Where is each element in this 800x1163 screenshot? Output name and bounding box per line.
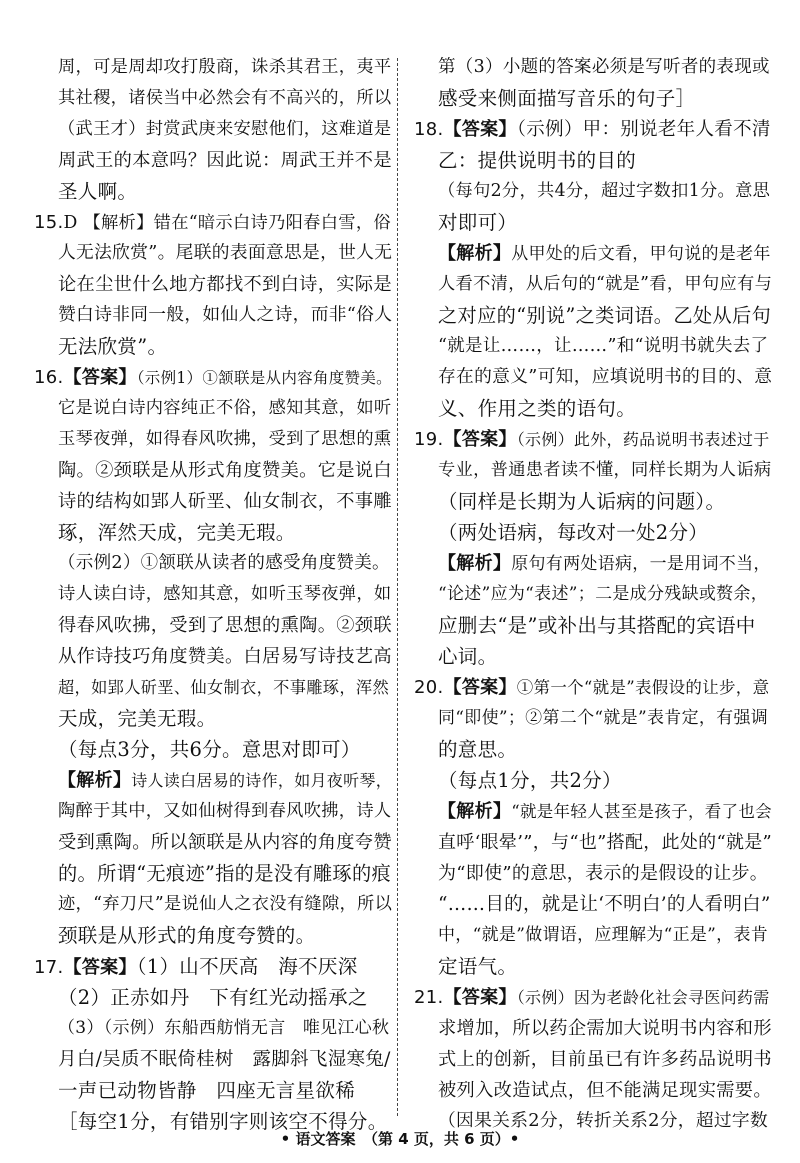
text-line: [34, 300, 392, 331]
line-text: （每句2分，共4分，超过字数扣1分。意思: [438, 181, 771, 201]
line-text: “就是让……，让……”和“说明书就失去了: [438, 336, 769, 356]
line-text: “论述”应为“表述”；二是成分残缺或赘余，: [438, 584, 769, 604]
line-text: 一声已动物皆静 四座无言星欲稀: [58, 1079, 356, 1102]
right-column: [414, 52, 772, 1137]
text-line: [414, 424, 772, 455]
question-number: 16.: [34, 367, 64, 388]
text-line: [34, 362, 392, 393]
line-text: 迹，“弃刀尺”是说仙人之衣没有缝隙，所以: [58, 894, 393, 914]
line-text: （每点3分，共6分。意思对即可）: [58, 738, 361, 761]
line-text: （示例1）①颔联是从内容角度赞美。: [136, 369, 392, 387]
answer-tag: 【答案】: [443, 119, 517, 140]
text-line: [414, 455, 772, 486]
answer-tag: 【解析】: [58, 770, 132, 791]
text-line: [34, 455, 392, 486]
text-line: [414, 238, 772, 269]
question-number: 15.: [34, 212, 64, 233]
line-text: 周武王的本意吗？因此说：周武王并不是: [58, 150, 392, 171]
line-text: 超，如郢人斫垩、仙女制衣，不事雕琢，浑然: [58, 678, 389, 697]
line-text: 玉琴夜弹，如得春风吹拂，受到了思想的熏: [58, 429, 392, 449]
line-text: 中，“就是”做谓语，应理解为“正是”，表肯: [438, 925, 769, 945]
question-number: 18.: [414, 119, 444, 140]
text-line: [414, 951, 772, 982]
line-text: 的。所谓“无痕迹”指的是没有雕琢的痕: [58, 862, 392, 885]
question-number: 17.: [34, 957, 64, 978]
line-text: 原句有两处语病，一是用词不当，: [511, 554, 771, 574]
line-text: 无法欣赏”。: [58, 335, 168, 358]
text-line: [414, 579, 772, 610]
line-text: （两处语病，每改对一处2分）: [438, 521, 709, 544]
line-text: 赞白诗非同一般，如仙人之诗，而非“俗人: [58, 305, 393, 325]
line-text: 义、作用之类的语句。: [438, 397, 637, 420]
line-text: （每点1分，共2分）: [438, 769, 622, 792]
text-line: [34, 176, 392, 207]
text-line: [414, 145, 772, 176]
answer-tag: 【解析】: [438, 243, 512, 264]
text-line: [34, 1013, 392, 1044]
question-number: 20.: [414, 677, 444, 698]
question-number: 21.: [414, 987, 444, 1008]
line-text: 其社稷，诸侯当中必然会有不高兴的，所以: [58, 88, 392, 108]
line-text: 圣人啊。: [58, 180, 138, 203]
answer-tag: 【答案】: [443, 429, 517, 450]
line-text: 心词。: [438, 645, 498, 668]
text-line: [414, 331, 772, 362]
text-line: [34, 517, 392, 548]
text-line: [34, 889, 392, 920]
text-line: [414, 982, 772, 1013]
text-line: [414, 83, 772, 114]
text-line: [414, 393, 772, 424]
line-text: 周，可是周却攻打殷商，诛杀其君王，夷平: [58, 57, 392, 77]
line-text: 从作诗技巧角度赞美。白居易写诗技艺高: [58, 646, 392, 667]
text-line: [34, 207, 392, 238]
left-column: [34, 52, 392, 1137]
line-text: （示例）甲：别说老年人看不清: [516, 119, 771, 140]
answer-tag: 【答案】: [443, 987, 517, 1008]
text-line: [34, 114, 392, 145]
line-text: 诗的结构如郢人斫垩、仙女制衣，不事雕: [58, 491, 392, 512]
line-text: 对即可）: [438, 211, 518, 234]
column-divider: [397, 58, 398, 1116]
text-line: [34, 951, 392, 982]
line-text: 感受来侧面描写音乐的句子］: [438, 87, 696, 110]
text-line: [34, 982, 392, 1013]
text-line: [34, 703, 392, 734]
text-line: [414, 486, 772, 517]
line-text: （武王才）封赏武庚来安慰他们，这难道是: [58, 119, 392, 139]
text-line: [414, 1044, 772, 1075]
line-text: （1）山不厌高 海不厌深: [136, 955, 358, 978]
text-line: [34, 641, 392, 672]
text-line: [414, 734, 772, 765]
text-line: [34, 145, 392, 176]
line-text: （示例2）①颔联从读者的感受角度赞美。: [58, 553, 390, 573]
line-text: 月白/吴质不眠倚桂树 露脚斜飞湿寒兔/: [58, 1049, 391, 1070]
text-line: [34, 1075, 392, 1106]
text-line: [414, 269, 772, 300]
text-line: [34, 734, 392, 765]
text-line: [414, 858, 772, 889]
text-line: [34, 424, 392, 455]
text-line: [414, 52, 772, 83]
line-text: 求增加，所以药企需加大说明书内容和形: [438, 1018, 772, 1039]
line-text: 的意思。: [438, 738, 518, 761]
line-text: （示例）因为老龄化社会寻医问药需: [516, 988, 770, 1007]
text-line: [34, 486, 392, 517]
answer-tag: 【解析】: [438, 553, 512, 574]
text-line: [414, 920, 772, 951]
text-line: [414, 827, 772, 858]
line-text: 第（3）小题的答案必须是写听者的表现或: [438, 57, 770, 77]
line-text: ［每空1分，有错别字则该空不得分。: [58, 1110, 388, 1133]
line-text: 式上的创新，目前虽已有许多药品说明书: [438, 1049, 772, 1070]
question-number: 19.: [414, 429, 444, 450]
line-text: （示例）此外，药品说明书表述过于: [516, 430, 770, 449]
text-line: [34, 765, 392, 796]
line-text: 琢，浑然天成，完美无瑕。: [58, 521, 296, 544]
line-text: D 【解析】错在“暗示白诗乃阳春白雪，俗: [63, 213, 391, 233]
text-line: [414, 114, 772, 145]
line-text: 被列入改造试点，但不能满足现实需要。: [438, 1080, 772, 1101]
text-line: [34, 858, 392, 889]
line-text: 受到熏陶。所以颔联是从内容的角度夸赞: [58, 832, 392, 853]
text-line: [414, 548, 772, 579]
line-text: 同“即使”；②第二个“就是”表肯定，有强调: [438, 708, 769, 728]
answer-tag: 【答案】: [443, 677, 517, 698]
text-line: [414, 1013, 772, 1044]
answer-tag: 【解析】: [438, 801, 512, 822]
text-line: [414, 207, 772, 238]
line-text: 诗人读白诗，感知其意，如听玉琴夜弹，如: [58, 584, 392, 604]
line-text: 陶醉于其中，又如仙树得到春风吹拂，诗人: [58, 801, 392, 821]
text-line: [34, 393, 392, 424]
text-line: [34, 796, 392, 827]
line-text: 从甲处的后文看，甲句说的是老年: [511, 244, 771, 264]
text-line: [34, 579, 392, 610]
line-text: 为“即使”的意思，表示的是假设的让步。: [438, 863, 769, 884]
line-text: 定语气。: [438, 955, 518, 978]
text-line: [34, 827, 392, 858]
text-line: [34, 52, 392, 83]
line-text: 得春风吹拂，受到了思想的熏陶。②颈联: [58, 615, 392, 636]
text-line: [414, 672, 772, 703]
page-footer: • 语文答案 （第 4 页，共 6 页）•: [280, 1130, 520, 1148]
line-text: 之对应的“别说”之类词语。乙处从后句: [438, 304, 772, 327]
line-text: 人无法欣赏”。尾联的表面意思是，世人无: [58, 243, 393, 263]
line-text: 专业，普通患者读不懂，同样长期为人诟病: [438, 460, 772, 480]
line-text: （2）正赤如丹 下有红光动摇承之: [58, 986, 368, 1009]
answer-tag: 【答案】: [63, 367, 137, 388]
line-text: 人看不清，从后句的“就是”看，甲句应有与: [438, 274, 773, 294]
line-text: 存在的意义”可知，应填说明书的目的、意: [438, 367, 773, 387]
line-text: （3）（示例）东船西舫悄无言 唯见江心秋: [58, 1018, 390, 1038]
line-text: 诗人读白居易的诗作，如月夜听琴，: [131, 771, 393, 790]
line-text: 应删去“是”或补出与其搭配的宾语中: [438, 614, 756, 637]
text-line: [414, 610, 772, 641]
text-line: [414, 176, 772, 207]
line-text: （因果关系2分，转折关系2分，超过字数: [438, 1111, 769, 1131]
line-text: “……目的，就是让‘不明白’的人看明白”: [438, 894, 771, 915]
text-line: [34, 238, 392, 269]
line-text: 直呼‘眼晕’”，与“也”搭配，此处的“就是”: [438, 832, 773, 853]
text-line: [414, 641, 772, 672]
text-line: [414, 765, 772, 796]
text-line: [414, 889, 772, 920]
line-text: 陶。②颈联是从形式角度赞美。它是说白: [58, 460, 392, 481]
text-line: [34, 1044, 392, 1075]
text-line: [34, 548, 392, 579]
line-text: （同样是长期为人诟病的问题）。: [438, 490, 726, 513]
line-text: 颈联是从形式的角度夸赞的。: [58, 924, 316, 947]
text-line: [414, 300, 772, 331]
text-line: [414, 517, 772, 548]
text-line: [34, 331, 392, 362]
line-text: 它是说白诗内容纯正不俗，感知其意，如听: [58, 398, 392, 418]
text-line: [34, 610, 392, 641]
text-line: [414, 703, 772, 734]
text-line: [34, 672, 392, 703]
text-line: [34, 269, 392, 300]
answer-tag: 【答案】: [63, 957, 137, 978]
line-text: ①第一个“就是”表假设的让步，意: [516, 678, 770, 697]
text-line: [34, 920, 392, 951]
line-text: 乙：提供说明书的目的: [438, 149, 637, 172]
text-line: [414, 362, 772, 393]
text-line: [414, 796, 772, 827]
line-text: “就是年轻人甚至是孩子，看了也会: [511, 802, 772, 821]
line-text: 天成，完美无瑕。: [58, 707, 217, 730]
text-line: [414, 1075, 772, 1106]
line-text: 论在尘世什么地方都找不到白诗，实际是: [58, 274, 392, 295]
text-line: [34, 83, 392, 114]
